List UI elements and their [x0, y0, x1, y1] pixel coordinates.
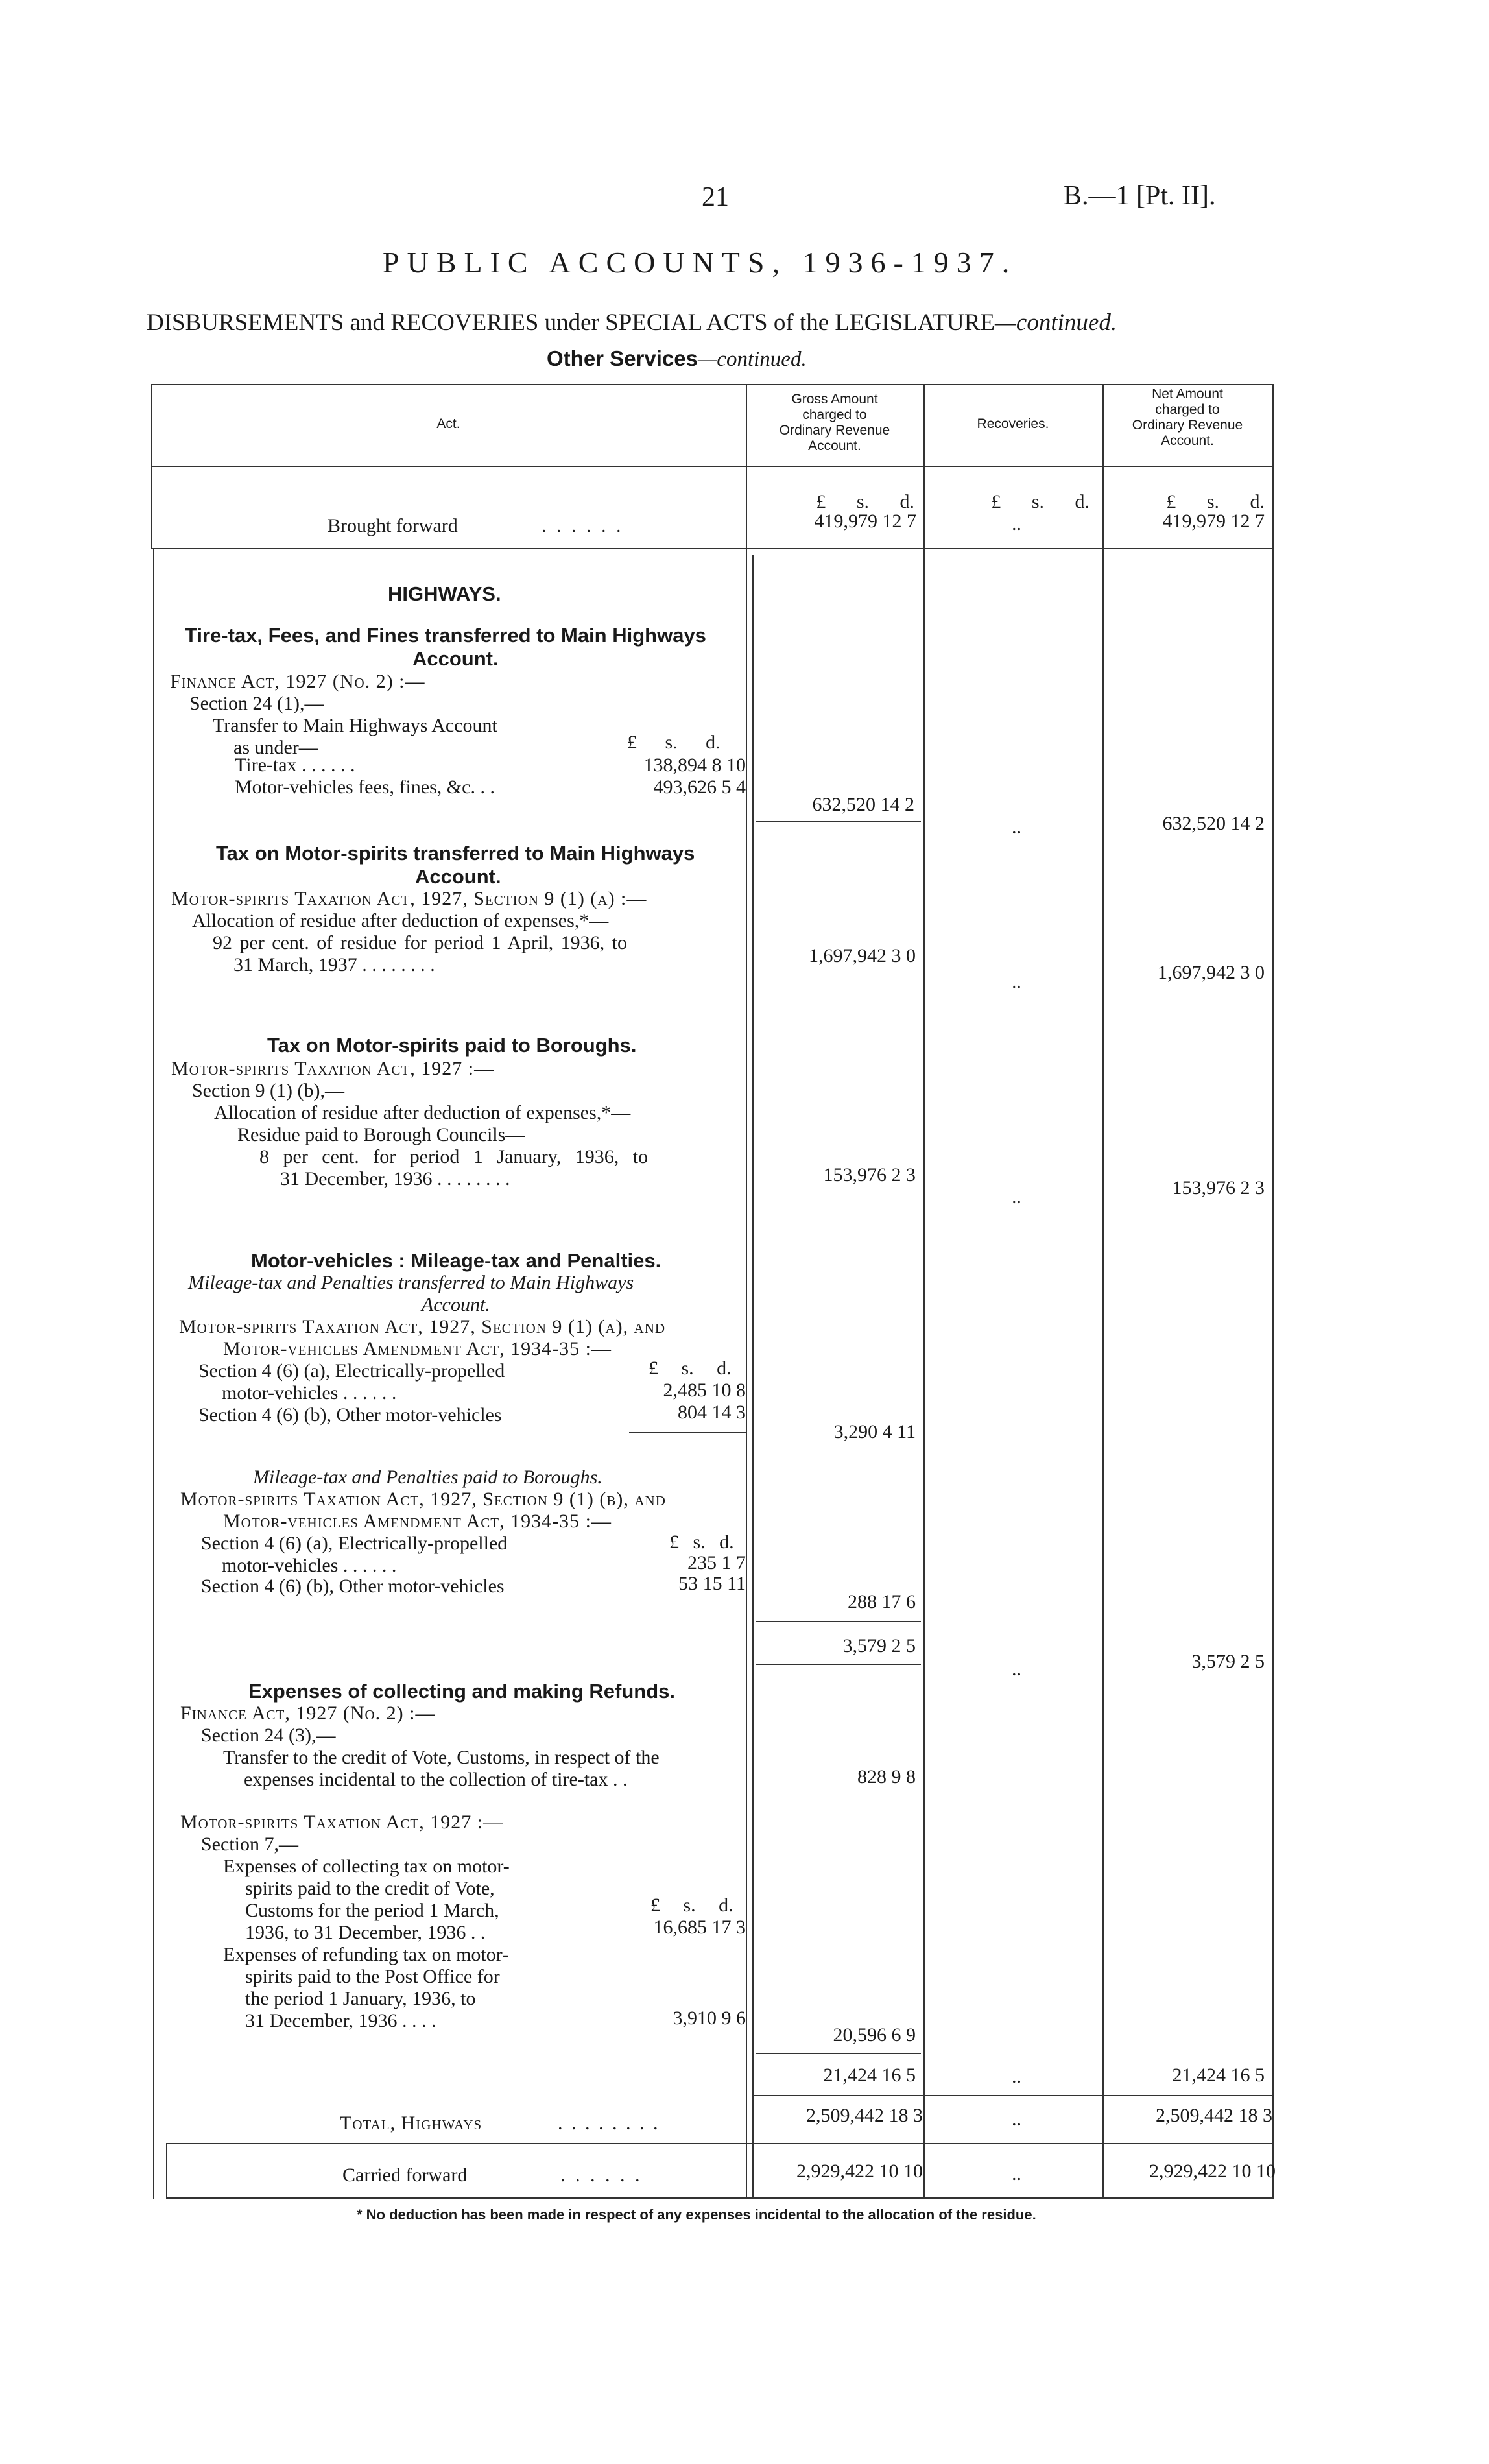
mileage-tax-s1-item-2: Section 4 (6) (b), Other motor-vehicles: [198, 1404, 502, 1426]
net-header-line: Ordinary Revenue: [1132, 418, 1243, 433]
col-divider-gross-inner: [752, 555, 754, 2199]
motor-spirits-boroughs-line-1: Allocation of residue after deduction of expenses,*—: [214, 1102, 631, 1123]
expenses-gross: 21,424 16 5: [823, 2064, 916, 2086]
motor-spirits-boroughs-heading: Tax on Motor-spirits paid to Boroughs.: [267, 1034, 637, 1057]
gross-header-line: Account.: [808, 438, 861, 453]
motor-spirits-main-gross: 1,697,942 3 0: [809, 945, 916, 966]
tire-tax-gross-rule: [756, 821, 921, 822]
column-header-recoveries: Recoveries.: [977, 416, 1049, 431]
col-divider-net: [1102, 384, 1104, 2199]
section-main: Other Services: [547, 346, 698, 370]
expenses-e1-c: Customs for the period 1 March,: [245, 1900, 499, 1921]
expenses-e2-d: 31 December, 1936 . . . .: [245, 2010, 436, 2031]
tire-tax-heading: Tire-tax, Fees, and Fines transferred to Main Highways: [185, 624, 706, 647]
gross-header-line: Gross Amount: [791, 392, 878, 407]
mileage-tax-heading: Motor-vehicles : Mileage-tax and Penalties.: [251, 1249, 661, 1272]
mileage-tax-s2-item-1-value: 235 1 7: [687, 1552, 746, 1573]
motor-spirits-main-line-1: Allocation of residue after deduction of expenses,*—: [192, 910, 609, 931]
mileage-tax-act-1a: Motor-spirits Taxation Act, 1927, Section 9 (1) (a), and: [179, 1316, 666, 1337]
mileage-tax-act-2a: Motor-spirits Taxation Act, 1927, Section 9 (1) (b), and: [180, 1489, 666, 1510]
carried-forward-recoveries: ..: [1012, 2163, 1021, 2184]
net-header-line: charged to: [1155, 402, 1220, 417]
expenses-e1-d: 1936, to 31 December, 1936 . .: [245, 1922, 486, 1943]
expenses-e2-a: Expenses of refunding tax on motor-: [223, 1944, 509, 1965]
recoveries-lsd-header: £ s. d.: [991, 491, 1090, 512]
total-highways-recoveries: ..: [1012, 2109, 1021, 2130]
brought-forward-gross: 419,979 12 7: [814, 510, 916, 532]
column-header-act: Act.: [436, 416, 460, 431]
expenses-e1-b: spirits paid to the credit of Vote,: [245, 1878, 495, 1899]
expenses-recoveries: ..: [1012, 2066, 1021, 2087]
carried-forward-net: 2,929,422 10 10: [1149, 2160, 1276, 2182]
brought-forward-label: Brought forward: [328, 515, 458, 536]
tire-tax-section: Section 24 (1),—: [189, 693, 324, 714]
total-highways-net: 2,509,442 18 3: [1156, 2105, 1272, 2126]
expenses-section-2: Section 7,—: [201, 1834, 298, 1855]
expenses-line-1a: Transfer to the credit of Vote, Customs, in respect of the: [223, 1747, 660, 1768]
tire-tax-net: 632,520 14 2: [1162, 813, 1265, 834]
mileage-tax-total-rule: [756, 1621, 921, 1622]
motor-spirits-main-line-3: 31 March, 1937 . . . . . . . .: [233, 954, 435, 975]
motor-spirits-boroughs-line-2: Residue paid to Borough Councils—: [237, 1124, 525, 1145]
mileage-tax-s1-item-1-value: 2,485 10 8: [663, 1380, 746, 1401]
carried-forward-top-rule: [166, 2143, 1272, 2144]
mileage-tax-sub-1: Mileage-tax and Penalties transferred to Main Highways: [188, 1272, 634, 1293]
net-header-line: Account.: [1161, 433, 1214, 448]
brought-forward-net: 419,979 12 7: [1162, 510, 1265, 532]
mileage-tax-gross-rule: [756, 1664, 921, 1665]
expenses-e2-c: the period 1 January, 1936, to: [245, 1988, 476, 2009]
motor-spirits-boroughs-gross: 153,976 2 3: [823, 1164, 916, 1186]
mileage-tax-s1-lsd: £ s. d.: [649, 1358, 732, 1379]
tire-tax-item-2-label: Motor-vehicles fees, fines, &c. . .: [235, 776, 495, 798]
mileage-tax-gross: 3,579 2 5: [842, 1635, 916, 1657]
table-right-border: [1272, 384, 1274, 2199]
motor-spirits-boroughs-recoveries: ..: [1012, 1186, 1021, 1208]
mileage-tax-act-1b: Motor-vehicles Amendment Act, 1934-35 :—: [223, 1338, 612, 1359]
motor-spirits-main-net: 1,697,942 3 0: [1158, 962, 1265, 983]
header-bottom-rule: [151, 466, 1274, 467]
page-number: 21: [702, 182, 729, 212]
section-continued: —continued.: [697, 348, 807, 371]
mileage-tax-s2-lsd: £ s. d.: [669, 1531, 734, 1553]
gross-header-line: charged to: [802, 407, 867, 422]
expenses-section-1: Section 24 (3),—: [201, 1725, 336, 1746]
motor-spirits-main-heading-2: Account.: [415, 865, 501, 888]
motor-spirits-boroughs-net: 153,976 2 3: [1172, 1177, 1265, 1199]
table-left-border-body: [153, 548, 154, 2199]
expenses-e-lsd: £ s. d.: [650, 1895, 733, 1916]
total-highways-gross: 2,509,442 18 3: [806, 2105, 923, 2126]
table-bottom-rule: [166, 2197, 1272, 2199]
expenses-e2-value: 3,910 9 6: [673, 2007, 746, 2029]
footnote: * No deduction has been made in respect of any expenses incidental to the allocation of the residue.: [357, 2207, 1036, 2223]
expenses-line-1b: expenses incidental to the collection of tire-tax . .: [244, 1769, 628, 1790]
tire-tax-item-2-value: 493,626 5 4: [653, 776, 746, 798]
expenses-act-2: Motor-spirits Taxation Act, 1927 :—: [180, 1812, 504, 1833]
net-header-line: Net Amount: [1152, 387, 1223, 401]
tire-tax-item-1-value: 138,894 8 10: [643, 754, 746, 776]
motor-spirits-main-line-2: 92 per cent. of residue for period 1 April, 1936, to: [213, 932, 628, 953]
gross-header-line: Ordinary Revenue: [779, 423, 890, 438]
tire-tax-heading-2: Account.: [412, 647, 499, 670]
expenses-heading: Expenses of collecting and making Refunds.: [248, 1680, 676, 1703]
tire-tax-gross: 632,520 14 2: [812, 794, 914, 815]
table-left-border: [151, 384, 152, 549]
mileage-tax-s1-total: 3,290 4 11: [833, 1421, 916, 1442]
motor-spirits-boroughs-act: Motor-spirits Taxation Act, 1927 :—: [171, 1058, 495, 1079]
gross-lsd-header: £ s. d.: [816, 491, 914, 512]
mileage-tax-s1-item-1a: Section 4 (6) (a), Electrically-propelled: [198, 1360, 505, 1382]
net-lsd-header: £ s. d.: [1166, 491, 1265, 512]
highways-heading: HIGHWAYS.: [388, 582, 501, 605]
column-header-net: [1102, 387, 1272, 449]
mileage-tax-s2-item-1a: Section 4 (6) (a), Electrically-propelled: [201, 1533, 508, 1554]
mileage-tax-recoveries: ..: [1012, 1658, 1021, 1680]
mileage-tax-net: 3,579 2 5: [1191, 1651, 1265, 1672]
subtitle-continued: —continued.: [995, 309, 1117, 336]
brought-forward-recoveries: ..: [1012, 513, 1021, 534]
expenses-net: 21,424 16 5: [1172, 2064, 1265, 2086]
expenses-act-1: Finance Act, 1927 (No. 2) :—: [180, 1703, 436, 1724]
carried-forward-gross: 2,929,422 10 10: [796, 2160, 923, 2182]
carried-forward-label: Carried forward: [342, 2164, 468, 2186]
expenses-total-rule: [756, 2053, 921, 2054]
motor-spirits-main-act: Motor-spirits Taxation Act, 1927, Section 9 (1) (a) :—: [171, 888, 647, 909]
tire-tax-line-1: Transfer to Main Highways Account: [213, 715, 497, 736]
total-highways-dots: . . . . . . . .: [558, 2112, 660, 2134]
col-divider-gross: [746, 384, 747, 2199]
motor-spirits-boroughs-section: Section 9 (1) (b),—: [192, 1080, 344, 1101]
mileage-tax-s1-item-2-value: 804 14 3: [678, 1402, 746, 1423]
total-top-rule: [752, 2095, 1272, 2096]
mileage-tax-sub-2: Mileage-tax and Penalties paid to Boroughs.: [253, 1466, 602, 1488]
column-header-gross: [746, 392, 923, 454]
mileage-tax-act-2b: Motor-vehicles Amendment Act, 1934-35 :—: [223, 1511, 612, 1532]
col-divider-recoveries: [923, 384, 925, 2199]
motor-spirits-boroughs-line-3: 8 per cent. for period 1 January, 1936, to: [259, 1146, 649, 1167]
mileage-tax-s2-total: 288 17 6: [848, 1591, 916, 1612]
page-reference: B.—1 [Pt. II].: [1064, 181, 1216, 211]
expenses-value-1: 828 9 8: [857, 1766, 916, 1788]
tire-tax-act: Finance Act, 1927 (No. 2) :—: [170, 671, 425, 692]
motor-spirits-main-recoveries: ..: [1012, 971, 1021, 992]
tire-tax-recoveries: ..: [1012, 817, 1021, 838]
mileage-tax-s2-item-1b: motor-vehicles . . . . . .: [222, 1555, 397, 1576]
motor-spirits-boroughs-line-4: 31 December, 1936 . . . . . . . .: [280, 1168, 510, 1190]
expenses-e2-b: spirits paid to the Post Office for: [245, 1966, 500, 1987]
document-subtitle: [147, 309, 1117, 337]
carried-forward-dots: . . . . . .: [560, 2164, 643, 2186]
carried-forward-left-border: [166, 2143, 167, 2199]
brought-forward-rule: [151, 548, 1274, 549]
mileage-tax-sub-1b: Account.: [422, 1294, 490, 1315]
document-title: PUBLIC ACCOUNTS, 1936-1937.: [383, 246, 1018, 279]
mileage-tax-s1-rule: [629, 1432, 746, 1433]
mileage-tax-s2-item-2-value: 53 15 11: [678, 1573, 746, 1594]
expenses-e1-a: Expenses of collecting tax on motor-: [223, 1856, 510, 1877]
brought-forward-dots: . . . . . .: [542, 515, 624, 536]
mileage-tax-s1-item-1b: motor-vehicles . . . . . .: [222, 1382, 397, 1404]
motor-spirits-main-heading: Tax on Motor-spirits transferred to Main Highways: [216, 842, 695, 865]
expenses-value-2: 20,596 6 9: [833, 2024, 916, 2046]
tire-tax-item-1-label: Tire-tax . . . . . .: [235, 754, 355, 776]
tire-tax-line-2: as under—: [233, 737, 318, 758]
table-top-rule: [151, 384, 1274, 385]
subtitle-main: DISBURSEMENTS and RECOVERIES under SPECIAL ACTS of the LEGISLATURE: [147, 309, 995, 336]
tire-tax-sub-lsd: £ s. d.: [627, 732, 721, 753]
section-title: [547, 346, 807, 372]
expenses-e1-value: 16,685 17 3: [653, 1917, 746, 1938]
total-highways-label: Total, Highways: [340, 2112, 482, 2134]
mileage-tax-s2-item-2: Section 4 (6) (b), Other motor-vehicles: [201, 1575, 505, 1597]
